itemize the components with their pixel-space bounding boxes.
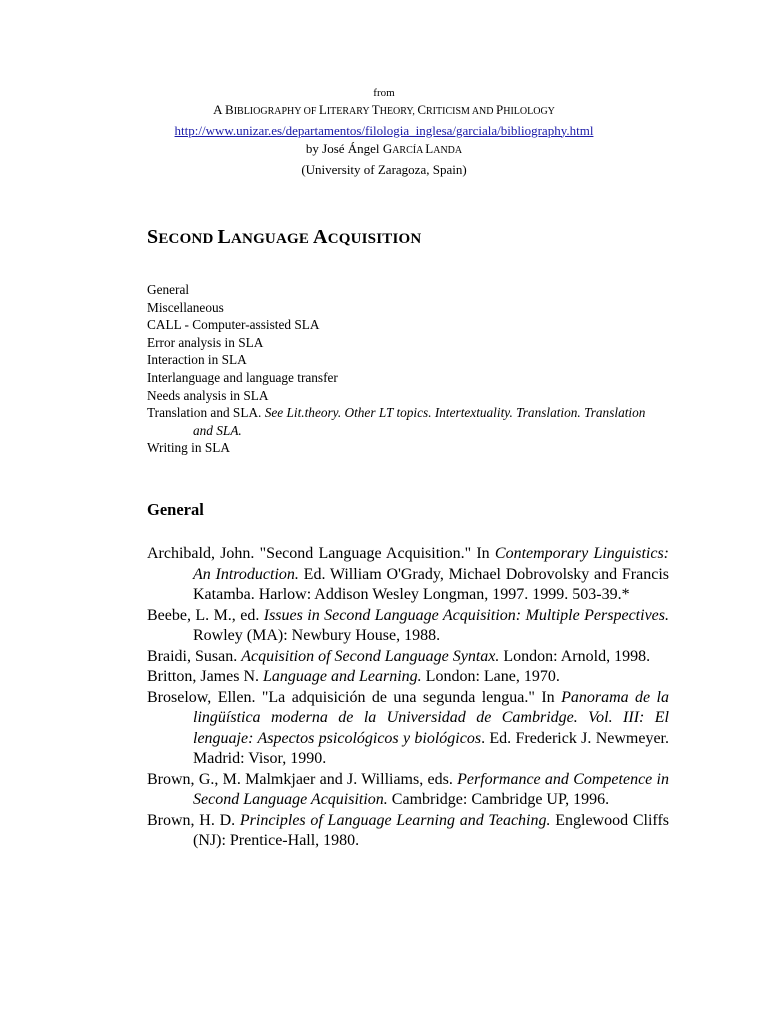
bibliography-entry: Brown, G., M. Malmkjaer and J. Williams, eds. Performance and Competence in Second Language Acquisition. Cambridge: Cambridge UP, 1996. bbox=[147, 770, 669, 808]
bibliography-entry: Broselow, Ellen. "La adquisición de una segunda lengua." In Panorama de la lingüística moderna de la Universidad de Cambridge. Vol. III: El lenguaje: Aspectos psicológicos y biológicos. Ed. Frederick J. Newmeyer. Madrid: Visor, 1990. bbox=[147, 688, 669, 767]
bibliography-url-link[interactable]: http://www.unizar.es/departamentos/filologia_inglesa/garciala/bibliography.html bbox=[174, 122, 594, 138]
toc-item[interactable]: CALL - Computer-assisted SLA bbox=[147, 317, 320, 333]
toc-item[interactable]: Writing in SLA bbox=[147, 440, 230, 456]
toc-item[interactable]: Interlanguage and language transfer bbox=[147, 369, 338, 385]
section-heading: General bbox=[147, 500, 204, 519]
bibliography-entry: Brown, H. D. Principles of Language Learning and Teaching. Englewood Cliffs (NJ): Prentice-Hall, 1980. bbox=[147, 811, 669, 849]
toc-item[interactable]: General bbox=[147, 282, 190, 297]
bibliography-entries bbox=[147, 544, 669, 852]
document-header bbox=[0, 86, 768, 179]
affiliation: (University of Zaragoza, Spain) bbox=[301, 161, 467, 177]
toc-item[interactable]: Error analysis in SLA bbox=[147, 334, 264, 350]
toc-cross-reference: See Lit.theory. Other LT topics. Intertextuality. Translation. Translation and SLA. bbox=[193, 405, 646, 438]
table-of-contents bbox=[147, 281, 667, 457]
page-title: SECOND LANGUAGE ACQUISITION bbox=[147, 226, 422, 248]
toc-item[interactable]: Interaction in SLA bbox=[147, 352, 247, 368]
bibliography-entry: Braidi, Susan. Acquisition of Second Language Syntax. London: Arnold, 1998. bbox=[147, 647, 651, 665]
author-line: by José Ángel GARCÍA LANDA bbox=[305, 141, 463, 156]
bibliography-title: A BIBLIOGRAPHY OF LITERARY THEORY, CRITICISM AND PHILOLOGY bbox=[213, 102, 555, 117]
toc-item[interactable]: Needs analysis in SLA bbox=[147, 387, 269, 403]
toc-item-translation[interactable]: Translation and SLA. See Lit.theory. Other LT topics. Intertextuality. Translation. Translation and SLA. bbox=[147, 405, 646, 438]
toc-item[interactable]: Miscellaneous bbox=[147, 299, 224, 315]
from-label: from bbox=[373, 87, 395, 99]
bibliography-entry: Archibald, John. "Second Language Acquisition." In Contemporary Linguistics: An Introduction. Ed. William O'Grady, Michael Dobrovolsky and Francis Katamba. Harlow: Addison Wesley Longman, 1997. 1999. 503-39.* bbox=[147, 545, 670, 603]
bibliography-entry: Beebe, L. M., ed. Issues in Second Language Acquisition: Multiple Perspectives. Rowley (MA): Newbury House, 1988. bbox=[147, 606, 669, 644]
bibliography-entry: Britton, James N. Language and Learning. London: Lane, 1970. bbox=[147, 668, 560, 685]
